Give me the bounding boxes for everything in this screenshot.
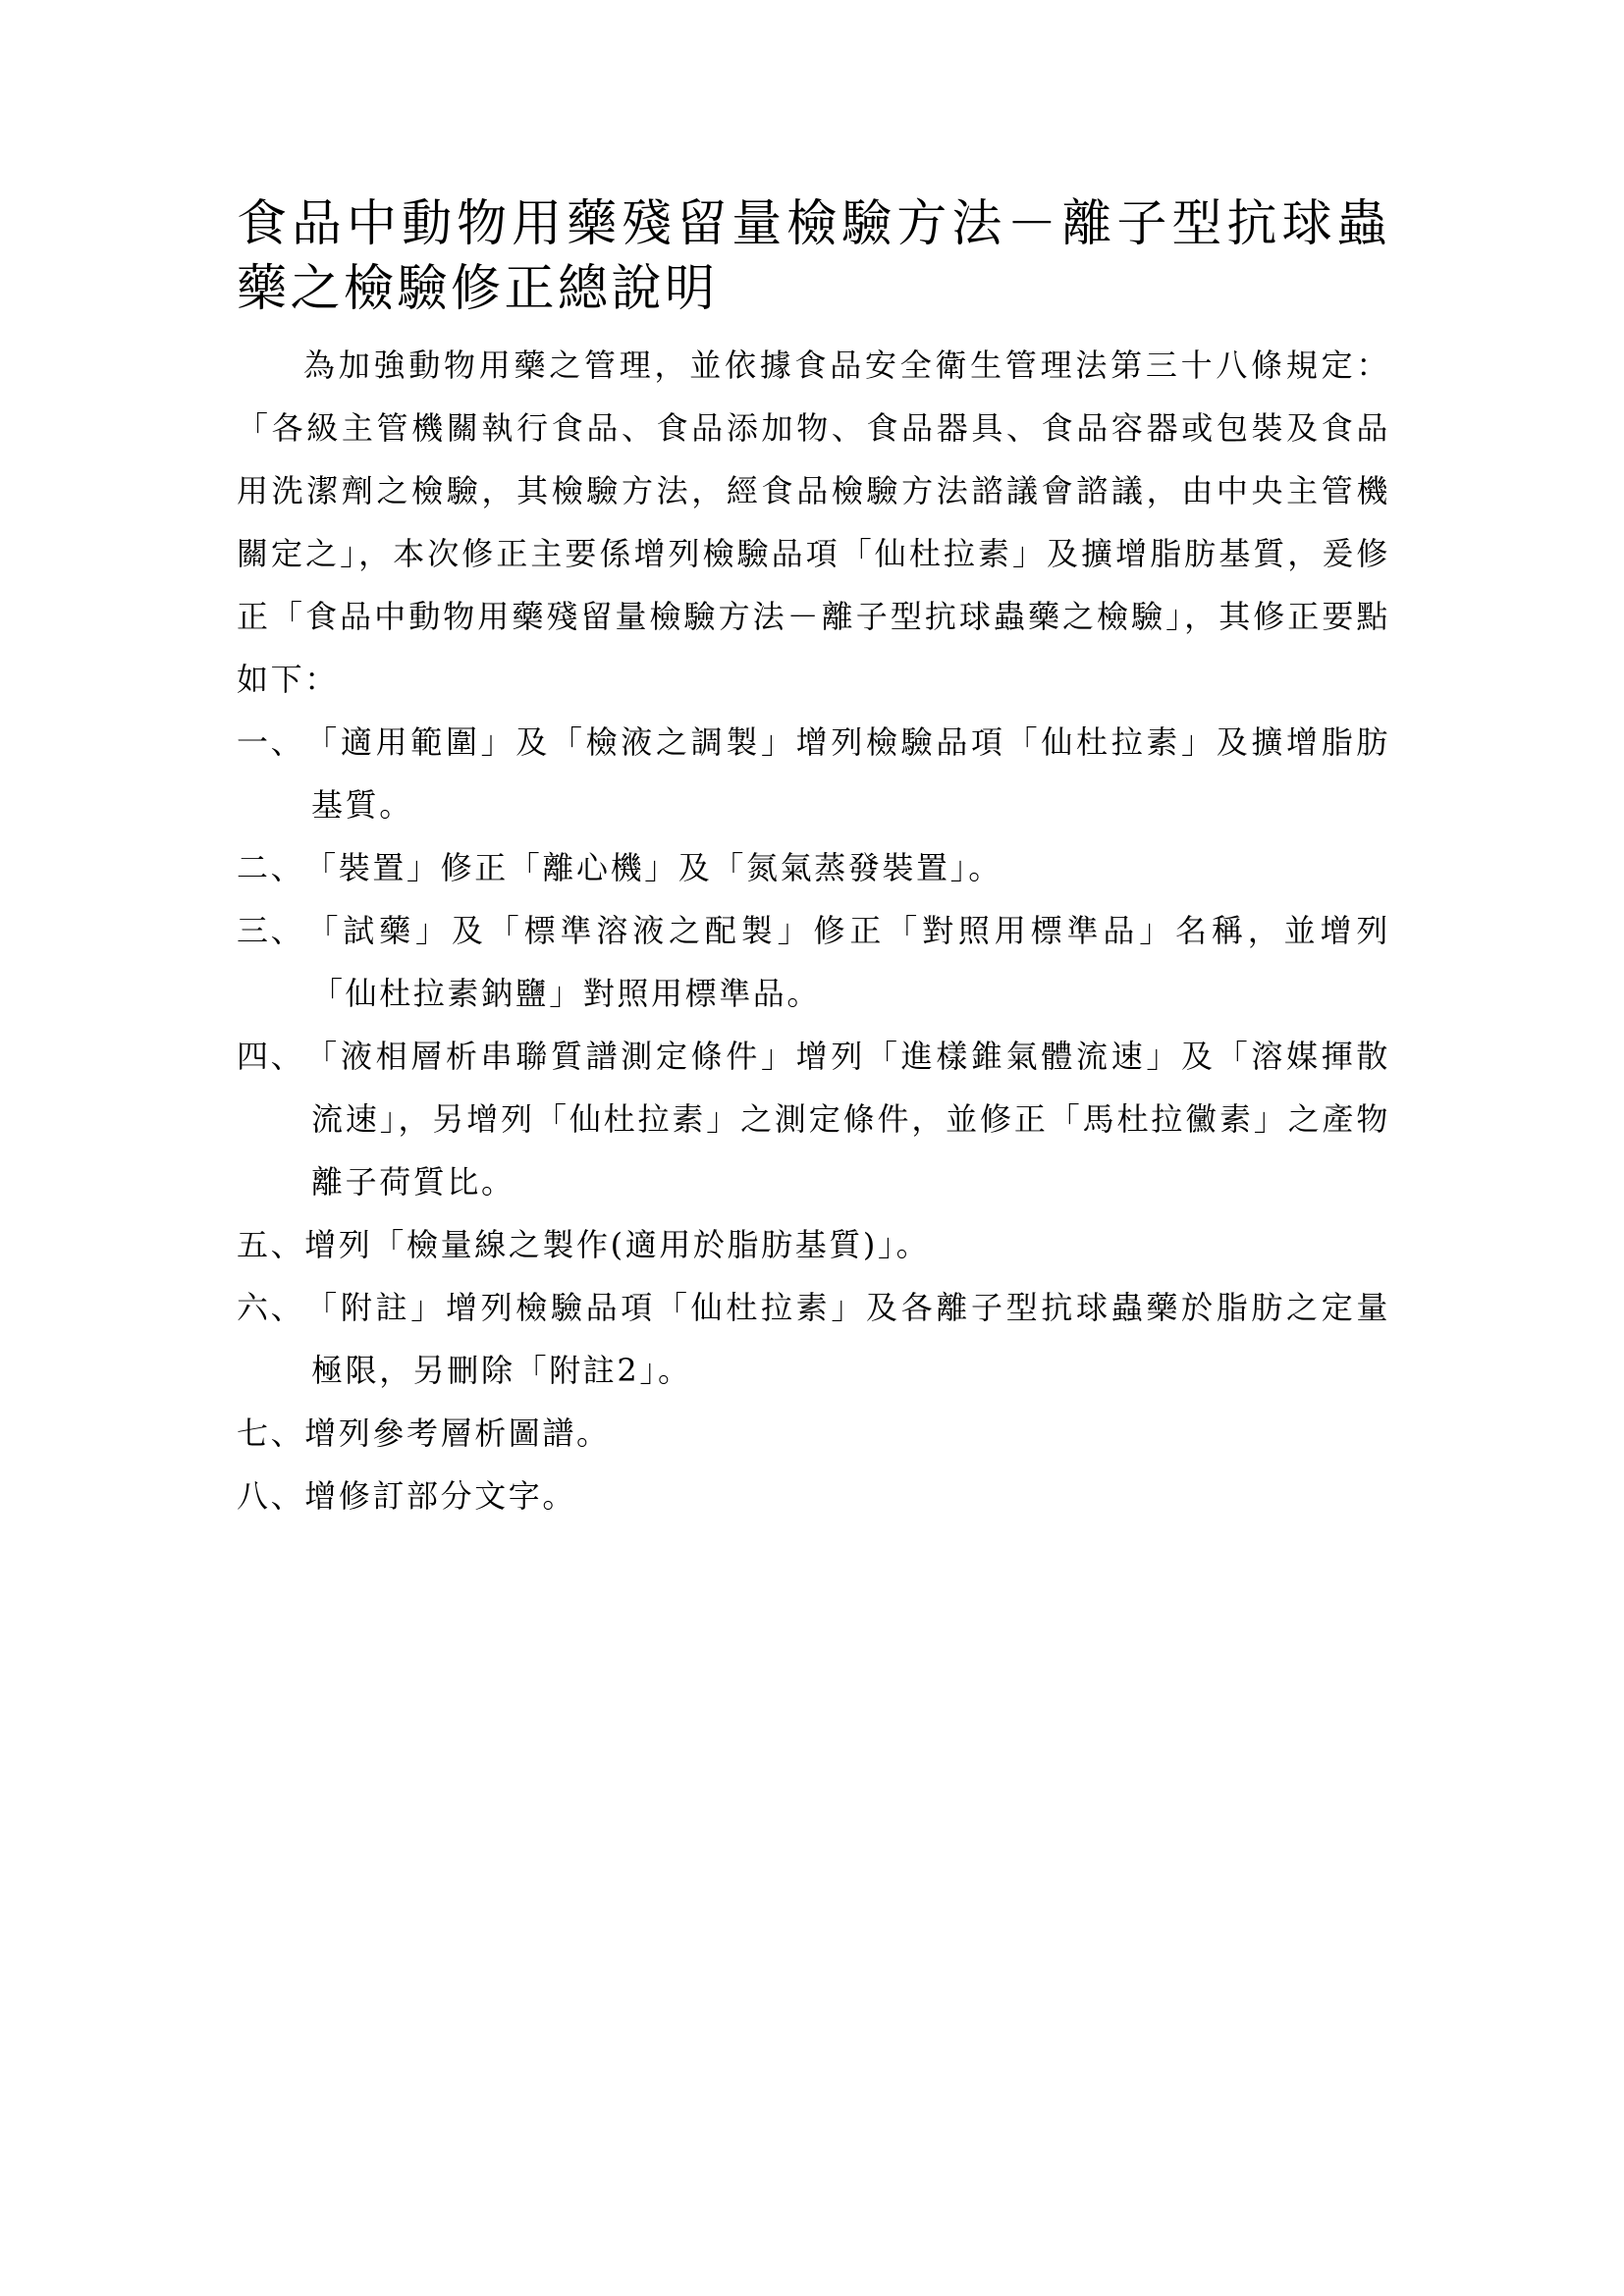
list-item [237, 899, 1390, 1025]
amendment-list [237, 711, 1390, 1527]
list-item-text: 增列參考層析圖譜。 [304, 1415, 611, 1452]
list-item-text: 「裝置」修正「離心機」及「氮氣蒸發裝置」。 [304, 849, 1002, 886]
list-item [237, 1213, 1390, 1276]
list-item-marker: 五、 [237, 1226, 305, 1263]
list-item-marker: 三、 [237, 912, 305, 949]
list-item-text: 「試藥」及「標準溶液之配製」修正「對照用標準品」名稱，並增列「仙杜拉素鈉鹽」對照用標準品。 [304, 912, 1390, 1012]
list-item [237, 1465, 1390, 1527]
document-title: 食品中動物用藥殘留量檢驗方法－離子型抗球蟲藥之檢驗修正總說明 [237, 195, 1390, 318]
list-item-text: 增修訂部分文字。 [304, 1477, 577, 1515]
list-item-marker: 四、 [237, 1038, 305, 1075]
list-item-marker: 二、 [237, 849, 305, 886]
list-item [237, 1276, 1390, 1402]
list-item-text: 「附註」增列檢驗品項「仙杜拉素」及各離子型抗球蟲藥於脂肪之定量極限，另刪除「附註2」。 [304, 1289, 1390, 1389]
list-item-marker: 六、 [237, 1289, 305, 1326]
document-body [237, 192, 1390, 1527]
list-item-marker: 七、 [237, 1415, 305, 1452]
list-item [237, 711, 1390, 836]
list-item [237, 836, 1390, 899]
list-item [237, 1025, 1390, 1213]
list-item-marker: 八、 [237, 1477, 305, 1515]
list-item-text: 「適用範圍」及「檢液之調製」增列檢驗品項「仙杜拉素」及擴增脂肪基質。 [304, 723, 1390, 824]
list-item-text: 增列「檢量線之製作(適用於脂肪基質)」。 [304, 1226, 931, 1263]
list-item-text: 「液相層析串聯質譜測定條件」增列「進樣錐氣體流速」及「溶媒揮散流速」，另增列「仙杜拉素」之測定條件，並修正「馬杜拉黴素」之產物離子荷質比。 [304, 1038, 1390, 1201]
list-item-marker: 一、 [237, 723, 305, 761]
list-item [237, 1402, 1390, 1465]
intro-paragraph: 為加強動物用藥之管理，並依據食品安全衛生管理法第三十八條規定：「各級主管機關執行食品、食品添加物、食品器具、食品容器或包裝及食品用洗潔劑之檢驗，其檢驗方法，經食品檢驗方法諮議會諮議，由中央主管機關定之」，本次修正主要係增列檢驗品項「仙杜拉素」及擴增脂肪基質，爰修正「食品中動物用藥殘留量檢驗方法－離子型抗球蟲藥之檢驗」，其修正要點如下： [237, 347, 1390, 698]
